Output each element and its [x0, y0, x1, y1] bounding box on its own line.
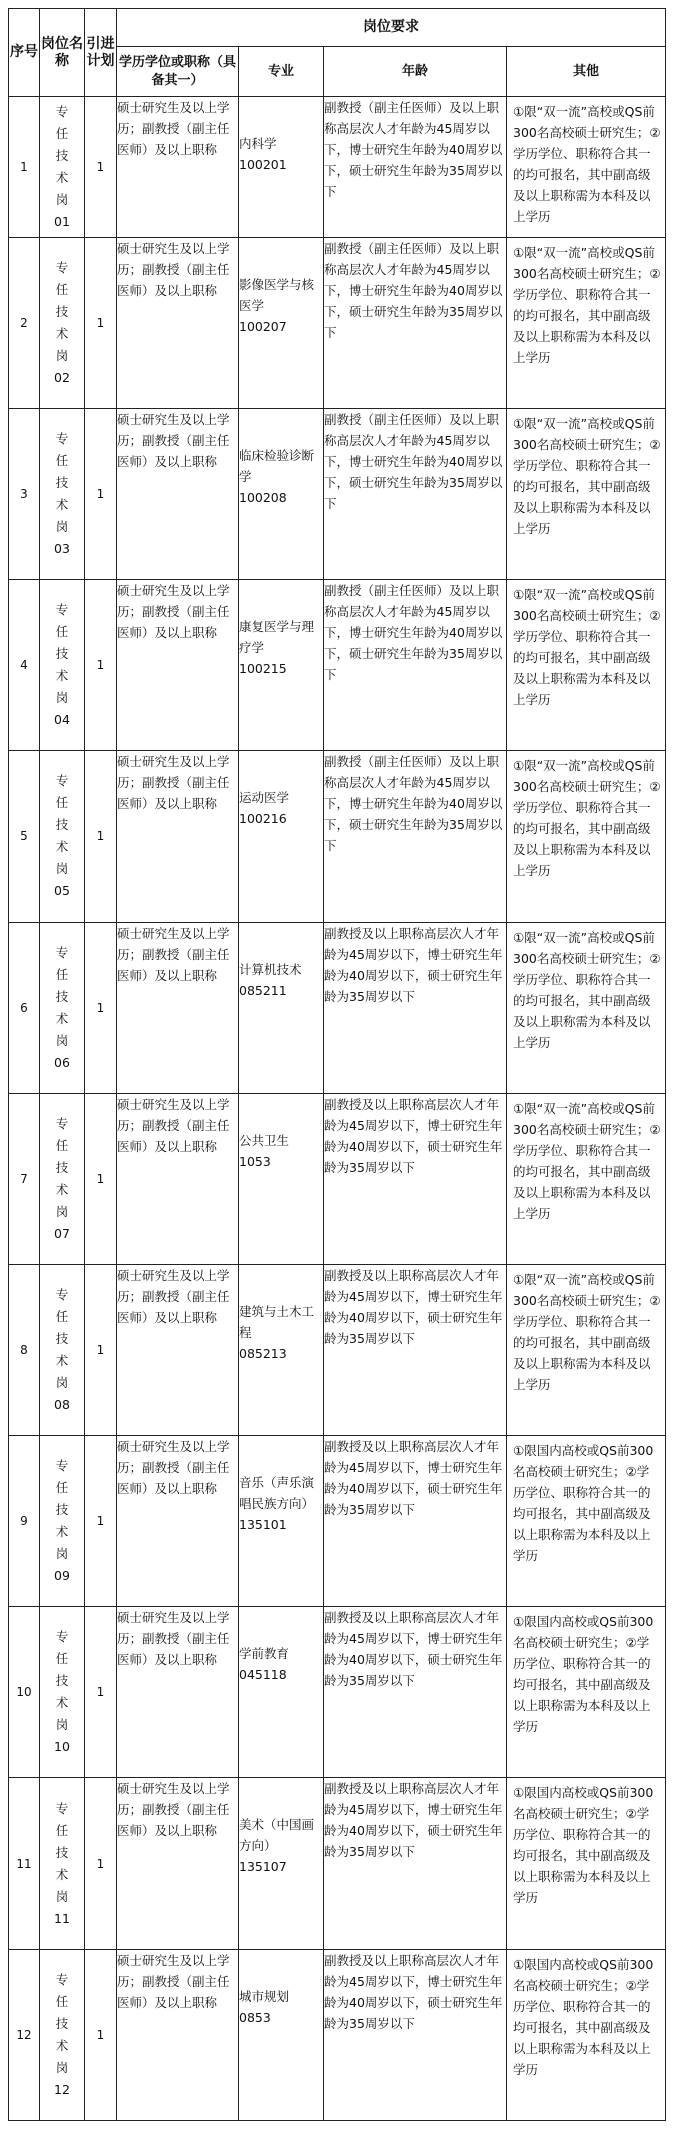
post-name-char: 任 [55, 1309, 69, 1325]
post-code: 07 [54, 1225, 70, 1241]
row-post-name [40, 580, 85, 751]
post-name-char: 任 [55, 453, 69, 469]
post-name-char: 专 [55, 773, 69, 789]
row-education: 硕士研究生及以上学历；副教授（副主任医师）及以上职称 [117, 1436, 239, 1607]
row-major [239, 1436, 324, 1607]
table-row [9, 97, 666, 238]
post-name-char: 术 [55, 497, 69, 513]
row-post-name [40, 408, 85, 579]
major-code: 100207 [239, 318, 287, 334]
row-seq: 4 [9, 580, 40, 751]
post-name-char: 术 [55, 1866, 69, 1882]
header-major: 专业 [239, 47, 324, 97]
recruitment-table [8, 8, 666, 2121]
major-name: 康复医学与理疗学 [239, 619, 315, 656]
major-name: 内科学 [239, 136, 277, 151]
row-plan: 1 [85, 580, 117, 751]
post-name-char: 岗 [55, 1888, 69, 1904]
row-plan: 1 [85, 1436, 117, 1607]
post-name-char: 专 [55, 1458, 69, 1474]
row-major [239, 237, 324, 408]
major-code: 045118 [239, 1667, 287, 1683]
row-post-name [40, 1093, 85, 1264]
post-name-char: 技 [55, 303, 69, 319]
post-name-char: 岗 [55, 690, 69, 706]
row-other: ①限“双一流”高校或QS前300名高校硕士研究生；②学历学位、职称符合其一的均可报名，其中副高级及以上职称需为本科及以上学历 [507, 751, 666, 922]
row-major [239, 1949, 324, 2120]
post-name-char: 技 [55, 475, 69, 491]
post-name-char: 术 [55, 1695, 69, 1711]
post-name-char: 岗 [55, 2059, 69, 2075]
post-name-char: 技 [55, 1159, 69, 1175]
post-name-char: 岗 [55, 1032, 69, 1048]
table-row [9, 1778, 666, 1949]
row-plan: 1 [85, 97, 117, 238]
row-age: 副教授（副主任医师）及以上职称高层次人才年龄为45周岁以下，博士研究生年龄为40周岁以下，硕士研究生年龄为35周岁以下 [324, 237, 507, 408]
major-code: 085211 [239, 982, 287, 998]
post-name-char: 任 [55, 624, 69, 640]
row-age: 副教授及以上职称高层次人才年龄为45周岁以下，博士研究生年龄为40周岁以下，硕士研究生年龄为35周岁以下 [324, 1264, 507, 1435]
post-name-char: 术 [55, 1010, 69, 1026]
row-age: 副教授（副主任医师）及以上职称高层次人才年龄为45周岁以下，博士研究生年龄为40周岁以下，硕士研究生年龄为35周岁以下 [324, 580, 507, 751]
header-post-name: 岗位名称 [40, 9, 85, 97]
row-plan: 1 [85, 1264, 117, 1435]
post-name-char: 岗 [55, 1203, 69, 1219]
row-major [239, 408, 324, 579]
major-code: 100201 [239, 157, 287, 172]
table-row [9, 1607, 666, 1778]
header-age: 年龄 [324, 47, 507, 97]
header-requirements: 岗位要求 [117, 9, 666, 47]
row-other: ①限“双一流”高校或QS前300名高校硕士研究生；②学历学位、职称符合其一的均可报名，其中副高级及以上职称需为本科及以上学历 [507, 922, 666, 1093]
major-name: 影像医学与核医学 [239, 276, 315, 313]
row-other: ①限国内高校或QS前300名高校硕士研究生；②学历学位、职称符合其一的均可报名，其中副高级及以上职称需为本科及以上学历 [507, 1778, 666, 1949]
post-code: 08 [54, 1397, 70, 1413]
post-name-char: 术 [55, 325, 69, 341]
row-post-name [40, 1436, 85, 1607]
post-code: 10 [54, 1739, 70, 1755]
row-education: 硕士研究生及以上学历；副教授（副主任医师）及以上职称 [117, 1607, 239, 1778]
row-age: 副教授及以上职称高层次人才年龄为45周岁以下，博士研究生年龄为40周岁以下，硕士研究生年龄为35周岁以下 [324, 1949, 507, 2120]
post-code: 11 [54, 1910, 70, 1926]
major-name: 运动医学 [239, 790, 290, 806]
row-post-name [40, 1607, 85, 1778]
post-name-char: 术 [55, 1353, 69, 1369]
table-row [9, 922, 666, 1093]
post-name-char: 岗 [55, 1717, 69, 1733]
row-other: ①限“双一流”高校或QS前300名高校硕士研究生；②学历学位、职称符合其一的均可报名，其中副高级及以上职称需为本科及以上学历 [507, 237, 666, 408]
major-name: 临床检验诊断学 [239, 447, 315, 484]
row-seq: 10 [9, 1607, 40, 1778]
post-name-char: 任 [55, 1993, 69, 2009]
row-education: 硕士研究生及以上学历；副教授（副主任医师）及以上职称 [117, 922, 239, 1093]
post-name-char: 岗 [55, 1546, 69, 1562]
table-row [9, 751, 666, 922]
row-major [239, 751, 324, 922]
post-name-char: 任 [55, 1137, 69, 1153]
post-name-char: 任 [55, 1822, 69, 1838]
row-seq: 5 [9, 751, 40, 922]
row-other: ①限“双一流”高校或QS前300名高校硕士研究生；②学历学位、职称符合其一的均可报名，其中副高级及以上职称需为本科及以上学历 [507, 1264, 666, 1435]
row-post-name [40, 922, 85, 1093]
row-seq: 8 [9, 1264, 40, 1435]
row-age: 副教授（副主任医师）及以上职称高层次人才年龄为45周岁以下，博士研究生年龄为40周岁以下，硕士研究生年龄为35周岁以下 [324, 97, 507, 238]
row-education: 硕士研究生及以上学历；副教授（副主任医师）及以上职称 [117, 1949, 239, 2120]
major-name: 学前教育 [239, 1646, 290, 1662]
row-education: 硕士研究生及以上学历；副教授（副主任医师）及以上职称 [117, 408, 239, 579]
row-education: 硕士研究生及以上学历；副教授（副主任医师）及以上职称 [117, 97, 239, 238]
row-other: ①限“双一流”高校或QS前300名高校硕士研究生；②学历学位、职称符合其一的均可报名，其中副高级及以上职称需为本科及以上学历 [507, 97, 666, 238]
post-name-char: 技 [55, 1331, 69, 1347]
post-name-char: 技 [55, 646, 69, 662]
row-other: ①限“双一流”高校或QS前300名高校硕士研究生；②学历学位、职称符合其一的均可报名，其中副高级及以上职称需为本科及以上学历 [507, 1093, 666, 1264]
row-seq: 7 [9, 1093, 40, 1264]
row-post-name [40, 97, 85, 238]
post-name-char: 技 [55, 1502, 69, 1518]
row-major [239, 1607, 324, 1778]
row-post-name [40, 237, 85, 408]
post-name-char: 任 [55, 966, 69, 982]
row-seq: 2 [9, 237, 40, 408]
header-plan: 引进计划 [85, 9, 117, 97]
post-name-char: 任 [55, 125, 69, 141]
post-name-char: 岗 [55, 861, 69, 877]
major-code: 085213 [239, 1345, 287, 1361]
row-other: ①限“双一流”高校或QS前300名高校硕士研究生；②学历学位、职称符合其一的均可报名，其中副高级及以上职称需为本科及以上学历 [507, 408, 666, 579]
post-name-char: 专 [55, 944, 69, 960]
major-code: 100216 [239, 811, 287, 827]
row-education: 硕士研究生及以上学历；副教授（副主任医师）及以上职称 [117, 237, 239, 408]
row-post-name [40, 1778, 85, 1949]
major-name: 计算机技术 [239, 961, 302, 977]
post-name-char: 术 [55, 169, 69, 185]
post-name-char: 任 [55, 1651, 69, 1667]
header-seq: 序号 [9, 9, 40, 97]
row-education: 硕士研究生及以上学历；副教授（副主任医师）及以上职称 [117, 1093, 239, 1264]
row-post-name [40, 751, 85, 922]
post-name-char: 术 [55, 1181, 69, 1197]
post-name-char: 技 [55, 817, 69, 833]
row-education: 硕士研究生及以上学历；副教授（副主任医师）及以上职称 [117, 1778, 239, 1949]
table-row [9, 237, 666, 408]
row-major [239, 580, 324, 751]
major-code: 1053 [239, 1153, 271, 1169]
row-major [239, 97, 324, 238]
post-name-char: 专 [55, 1971, 69, 1987]
post-name-char: 岗 [55, 191, 69, 207]
table-body [9, 97, 666, 2121]
row-plan: 1 [85, 922, 117, 1093]
table-row [9, 408, 666, 579]
row-major [239, 1093, 324, 1264]
row-seq: 1 [9, 97, 40, 238]
row-post-name [40, 1949, 85, 2120]
post-name-char: 岗 [55, 347, 69, 363]
post-code: 06 [54, 1054, 70, 1070]
post-name-char: 专 [55, 1800, 69, 1816]
major-name: 美术（中国画方向） [239, 1817, 315, 1854]
post-name-char: 专 [55, 259, 69, 275]
post-code: 05 [54, 883, 70, 899]
post-name-char: 专 [55, 1287, 69, 1303]
post-name-char: 术 [55, 2037, 69, 2053]
post-name-char: 技 [55, 1844, 69, 1860]
major-name: 建筑与土木工程 [239, 1303, 315, 1340]
major-name: 城市规划 [239, 1988, 290, 2004]
post-name-char: 岗 [55, 1375, 69, 1391]
row-other: ①限国内高校或QS前300名高校硕士研究生；②学历学位、职称符合其一的均可报名，其中副高级及以上职称需为本科及以上学历 [507, 1607, 666, 1778]
row-age: 副教授及以上职称高层次人才年龄为45周岁以下，博士研究生年龄为40周岁以下，硕士研究生年龄为35周岁以下 [324, 1778, 507, 1949]
row-seq: 9 [9, 1436, 40, 1607]
row-education: 硕士研究生及以上学历；副教授（副主任医师）及以上职称 [117, 751, 239, 922]
post-name-char: 技 [55, 988, 69, 1004]
row-age: 副教授（副主任医师）及以上职称高层次人才年龄为45周岁以下，博士研究生年龄为40周岁以下，硕士研究生年龄为35周岁以下 [324, 751, 507, 922]
row-other: ①限国内高校或QS前300名高校硕士研究生；②学历学位、职称符合其一的均可报名，其中副高级及以上职称需为本科及以上学历 [507, 1949, 666, 2120]
table-row [9, 1949, 666, 2120]
row-major [239, 922, 324, 1093]
post-name-char: 专 [55, 602, 69, 618]
row-education: 硕士研究生及以上学历；副教授（副主任医师）及以上职称 [117, 580, 239, 751]
row-plan: 1 [85, 1778, 117, 1949]
header-other: 其他 [507, 47, 666, 97]
post-name-char: 专 [55, 1629, 69, 1645]
row-other: ①限“双一流”高校或QS前300名高校硕士研究生；②学历学位、职称符合其一的均可报名，其中副高级及以上职称需为本科及以上学历 [507, 580, 666, 751]
row-seq: 11 [9, 1778, 40, 1949]
post-name-char: 技 [55, 1673, 69, 1689]
post-name-char: 岗 [55, 519, 69, 535]
post-code: 12 [54, 2081, 70, 2097]
post-code: 04 [54, 712, 70, 728]
major-code: 135107 [239, 1859, 287, 1875]
row-age: 副教授及以上职称高层次人才年龄为45周岁以下，博士研究生年龄为40周岁以下，硕士研究生年龄为35周岁以下 [324, 1607, 507, 1778]
post-name-char: 任 [55, 1480, 69, 1496]
row-education: 硕士研究生及以上学历；副教授（副主任医师）及以上职称 [117, 1264, 239, 1435]
table-row [9, 1093, 666, 1264]
row-plan: 1 [85, 1093, 117, 1264]
row-seq: 6 [9, 922, 40, 1093]
row-plan: 1 [85, 751, 117, 922]
post-code: 09 [54, 1568, 70, 1584]
row-seq: 12 [9, 1949, 40, 2120]
major-name: 公共卫生 [239, 1132, 290, 1148]
post-name-char: 术 [55, 839, 69, 855]
row-seq: 3 [9, 408, 40, 579]
row-age: 副教授及以上职称高层次人才年龄为45周岁以下，博士研究生年龄为40周岁以下，硕士研究生年龄为35周岁以下 [324, 1436, 507, 1607]
post-code: 01 [54, 213, 70, 229]
post-code: 02 [54, 369, 70, 385]
post-code: 03 [54, 541, 70, 557]
post-name-char: 专 [55, 431, 69, 447]
post-name-char: 专 [55, 1115, 69, 1131]
row-major [239, 1778, 324, 1949]
major-code: 135101 [239, 1517, 287, 1533]
table-row [9, 1436, 666, 1607]
header-education: 学历学位或职称（具备其一） [117, 47, 239, 97]
post-name-char: 术 [55, 668, 69, 684]
row-other: ①限国内高校或QS前300名高校硕士研究生；②学历学位、职称符合其一的均可报名，其中副高级及以上职称需为本科及以上学历 [507, 1436, 666, 1607]
row-major [239, 1264, 324, 1435]
post-name-char: 任 [55, 795, 69, 811]
row-age: 副教授及以上职称高层次人才年龄为45周岁以下，博士研究生年龄为40周岁以下，硕士研究生年龄为35周岁以下 [324, 1093, 507, 1264]
row-plan: 1 [85, 1607, 117, 1778]
major-code: 0853 [239, 2009, 271, 2025]
post-name-char: 任 [55, 281, 69, 297]
row-age: 副教授及以上职称高层次人才年龄为45周岁以下，博士研究生年龄为40周岁以下，硕士研究生年龄为35周岁以下 [324, 922, 507, 1093]
row-post-name [40, 1264, 85, 1435]
post-name-char: 专 [55, 103, 69, 119]
row-plan: 1 [85, 237, 117, 408]
major-code: 100208 [239, 489, 287, 505]
major-name: 音乐（声乐演唱民族方向） [239, 1475, 315, 1512]
row-plan: 1 [85, 1949, 117, 2120]
table-row [9, 580, 666, 751]
row-age: 副教授（副主任医师）及以上职称高层次人才年龄为45周岁以下，博士研究生年龄为40周岁以下，硕士研究生年龄为35周岁以下 [324, 408, 507, 579]
post-name-char: 技 [55, 2015, 69, 2031]
row-plan: 1 [85, 408, 117, 579]
table-row [9, 1264, 666, 1435]
post-name-char: 术 [55, 1524, 69, 1540]
major-code: 100215 [239, 661, 287, 677]
post-name-char: 技 [55, 147, 69, 163]
